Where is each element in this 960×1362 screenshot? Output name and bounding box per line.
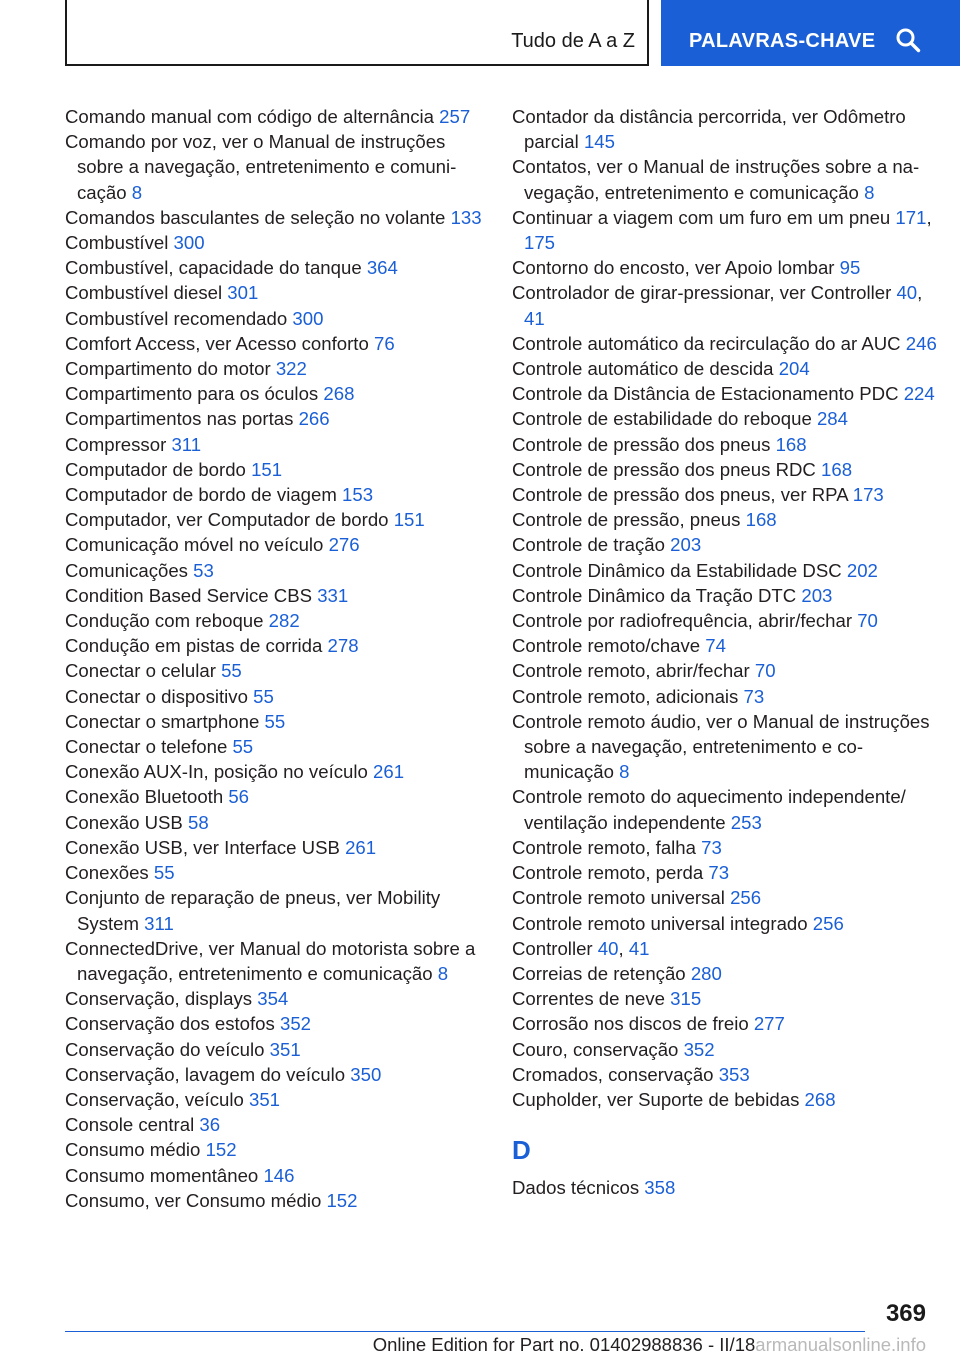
index-term: Conectar o celular <box>65 660 216 682</box>
page-link[interactable]: 95 <box>839 257 861 279</box>
footer-divider <box>65 1331 865 1332</box>
index-term: Controle automático de descida <box>512 358 774 380</box>
page-link[interactable]: 8 <box>619 761 630 783</box>
index-term: Conectar o dispositivo <box>65 685 248 707</box>
page-link[interactable]: 70 <box>754 660 776 682</box>
page-link[interactable]: 350 <box>350 1063 382 1085</box>
page-link[interactable]: 203 <box>801 584 833 606</box>
index-entry <box>65 608 485 633</box>
section-label: Tudo de A a Z <box>511 30 635 52</box>
page-link[interactable]: 246 <box>905 332 937 354</box>
index-entry <box>65 104 485 129</box>
footer-edition <box>373 1334 926 1356</box>
index-entry <box>512 684 942 709</box>
page-link[interactable]: 55 <box>253 685 274 707</box>
page-link[interactable]: 278 <box>327 635 359 657</box>
index-term: Consumo momentâneo <box>65 1164 259 1186</box>
index-term: Conservação, lavagem do veículo <box>65 1063 346 1085</box>
index-term: Controle Dinâmico da Tração DTC <box>512 584 797 606</box>
page-link[interactable]: 168 <box>775 433 807 455</box>
index-entry <box>65 583 485 608</box>
page-link[interactable]: 224 <box>903 383 935 405</box>
index-term: Controle de pressão dos pneus <box>512 433 771 455</box>
index-term: Comandos basculantes de seleção no volante <box>65 206 446 228</box>
index-entry <box>65 432 485 457</box>
page-link[interactable]: 268 <box>323 383 355 405</box>
index-entry: Continuar a viagem com um furo em um pneu 171, 175 <box>512 206 932 254</box>
index-entry <box>65 558 485 583</box>
index-entry <box>512 709 942 785</box>
page-link[interactable]: 282 <box>268 610 300 632</box>
index-entry <box>65 658 485 683</box>
index-entry <box>65 1087 485 1112</box>
index-entry <box>512 658 942 683</box>
index-term: Correntes de neve <box>512 988 665 1010</box>
index-term: Contador da distância percorrida, ver Odômetro parcial <box>512 106 906 153</box>
index-entry <box>65 280 485 305</box>
index-term: Controle automático da recirculação do ar AUC <box>512 332 901 354</box>
index-term: Conexão USB, ver Interface USB <box>65 836 340 858</box>
index-term: Couro, conservação <box>512 1038 679 1060</box>
index-entry <box>65 1137 485 1162</box>
index-entry <box>65 306 485 331</box>
page-link[interactable]: 151 <box>251 458 283 480</box>
index-term: Dados técnicos <box>512 1177 640 1199</box>
index-entry <box>65 986 485 1011</box>
page-link[interactable]: 364 <box>366 257 398 279</box>
index-entry <box>65 810 485 835</box>
page-link[interactable]: 56 <box>228 786 250 808</box>
index-term: Controle remoto áudio, ver o Manual de instruções sobre a navegação, entretenimento e comunicação <box>512 710 930 783</box>
page-link[interactable]: 8 <box>437 962 449 984</box>
page-link[interactable]: 152 <box>205 1139 237 1161</box>
index-entry <box>65 1188 485 1213</box>
index-entry <box>512 432 942 457</box>
index-term: Conectar o telefone <box>65 736 228 758</box>
index-term: Controle de pressão dos pneus, ver RPA <box>512 484 848 506</box>
page-link[interactable]: 175 <box>524 232 556 254</box>
index-entry <box>65 230 485 255</box>
index-term: Computador de bordo de viagem <box>65 484 337 506</box>
index-entry <box>512 381 942 406</box>
index-entry <box>65 835 485 860</box>
page-link[interactable]: 354 <box>257 988 289 1010</box>
page-link[interactable]: 73 <box>701 836 722 858</box>
page-link[interactable]: 8 <box>131 181 143 203</box>
page-link[interactable]: 311 <box>144 912 174 934</box>
index-entry <box>512 457 942 482</box>
index-entry <box>65 633 485 658</box>
index-term: Compartimento do motor <box>65 358 271 380</box>
index-entry <box>65 507 485 532</box>
index-entry <box>512 507 942 532</box>
index-entries-c <box>512 104 942 1112</box>
section-tab[interactable] <box>65 0 649 66</box>
page-link[interactable]: 133 <box>450 206 482 228</box>
index-term: Condução em pistas de corrida <box>65 635 323 657</box>
index-entry <box>65 734 485 759</box>
index-term: Controle remoto, falha <box>512 836 696 858</box>
page-number: 369 <box>885 1300 926 1327</box>
page-link[interactable]: 261 <box>345 836 377 858</box>
index-term: Conjunto de reparação de pneus, ver Mobility System <box>65 887 441 934</box>
index-entry <box>65 1011 485 1036</box>
index-entry <box>512 1062 942 1087</box>
index-term: Contatos, ver o Manual de instruções sobre a navegação, entretenimento e comunicação <box>512 156 920 203</box>
index-entry <box>512 885 942 910</box>
page-link[interactable]: 352 <box>683 1038 715 1060</box>
page-link[interactable]: 73 <box>708 862 730 884</box>
page-link[interactable]: 58 <box>188 811 209 833</box>
index-entry <box>65 482 485 507</box>
index-term: Controle remoto/chave <box>512 635 701 657</box>
index-entry <box>512 583 942 608</box>
index-entry <box>512 482 942 507</box>
page-link[interactable]: 276 <box>328 534 360 556</box>
index-term: Controle da Distância de Estacionamento PDC <box>512 383 899 405</box>
index-term: Controle remoto, adicionais <box>512 685 739 707</box>
page-link[interactable]: 8 <box>864 181 875 203</box>
index-entry <box>512 911 942 936</box>
index-entry <box>65 684 485 709</box>
index-term: Console central <box>65 1114 195 1136</box>
index-entry <box>512 255 942 280</box>
page-link[interactable]: 253 <box>730 811 762 833</box>
index-term: Contorno do encosto, ver Apoio lombar <box>512 257 835 279</box>
index-entry <box>512 784 942 834</box>
index-term: Conexão USB <box>65 811 183 833</box>
letter-heading-d: D <box>512 1135 531 1166</box>
index-term: Cupholder, ver Suporte de bebidas <box>512 1088 800 1110</box>
page-link[interactable]: 284 <box>816 408 848 430</box>
index-entry <box>65 759 485 784</box>
page-link[interactable]: 41 <box>628 937 650 959</box>
index-term: Computador de bordo <box>65 458 246 480</box>
index-term: Correias de retenção <box>512 962 686 984</box>
page-link[interactable]: 202 <box>846 559 878 581</box>
edition-text: Online Edition for Part no. 01402988836 - II/18 <box>372 1334 756 1355</box>
page-link[interactable]: 70 <box>857 610 878 632</box>
page-link[interactable]: 256 <box>730 887 762 909</box>
index-entry <box>512 860 942 885</box>
index-column-left <box>65 104 485 1213</box>
index-term: Controle remoto, abrir/fechar <box>512 660 750 682</box>
index-column-right <box>512 104 942 1200</box>
index-entry <box>512 608 942 633</box>
page-link[interactable]: 280 <box>690 962 722 984</box>
index-term: Condução com reboque <box>65 610 264 632</box>
page-link[interactable]: 203 <box>670 534 702 556</box>
index-entry <box>512 835 942 860</box>
index-entry <box>65 1062 485 1087</box>
index-term: Compartimento para os óculos <box>65 383 319 405</box>
index-entry <box>65 331 485 356</box>
index-entry <box>65 457 485 482</box>
page-link[interactable]: 352 <box>280 1013 312 1035</box>
index-term: Controle remoto do aquecimento independente/ ventilação independente <box>512 786 906 833</box>
page-link[interactable]: 351 <box>248 1088 281 1110</box>
index-term: Controle por radiofrequência, abrir/fechar <box>512 610 853 632</box>
index-entry <box>65 1163 485 1188</box>
index-term: Conexão AUX-In, posição no veículo <box>65 761 368 783</box>
page-link[interactable]: 41 <box>524 307 545 329</box>
index-term: Compressor <box>65 433 167 455</box>
index-entry <box>512 1011 942 1036</box>
page-link[interactable]: 73 <box>743 685 765 707</box>
index-entry <box>512 986 942 1011</box>
page-link[interactable]: 322 <box>275 358 307 380</box>
index-term: Controle remoto universal <box>512 887 725 909</box>
index-term: Consumo, ver Consumo médio <box>65 1189 322 1211</box>
index-term: Comunicação móvel no veículo <box>65 534 324 556</box>
index-term: Conexões <box>65 862 149 884</box>
index-term: Controle de tração <box>512 534 665 556</box>
page-link[interactable]: 168 <box>821 458 853 480</box>
page-link[interactable]: 331 <box>317 584 349 606</box>
page-link[interactable]: 53 <box>193 559 214 581</box>
page-link[interactable]: 151 <box>393 509 425 531</box>
page-link[interactable]: 40 <box>896 282 918 304</box>
index-entry <box>512 633 942 658</box>
index-term: Controller <box>512 937 593 959</box>
page-link[interactable]: 301 <box>227 282 259 304</box>
page-link[interactable]: 311 <box>171 433 202 455</box>
index-term: Combustível <box>65 232 169 254</box>
page-link[interactable]: 55 <box>232 736 254 758</box>
index-entry <box>512 1175 942 1200</box>
index-entry: Controlador de girar-pressionar, ver Controller 40, 41 <box>512 282 923 329</box>
page-link[interactable]: 55 <box>264 710 286 732</box>
index-term: Combustível recomendado <box>65 307 288 329</box>
index-entry <box>65 1037 485 1062</box>
index-entry <box>65 532 485 557</box>
page-link[interactable]: 55 <box>221 660 242 682</box>
index-term: Consumo médio <box>65 1139 201 1161</box>
index-term: Conservação do veículo <box>65 1038 265 1060</box>
page-link[interactable]: 55 <box>153 862 175 884</box>
index-entry <box>65 129 485 205</box>
index-term: Comunicações <box>65 559 188 581</box>
watermark: armanualsonline.info <box>755 1334 926 1355</box>
page-link[interactable]: 146 <box>263 1164 295 1186</box>
index-entry <box>65 784 485 809</box>
index-term: Conservação, displays <box>65 988 253 1010</box>
page-link[interactable]: 171 <box>895 206 927 228</box>
index-term: Compartimentos nas portas <box>65 408 294 430</box>
page-link[interactable]: 268 <box>804 1088 836 1110</box>
index-term: Controle remoto, perda <box>512 862 704 884</box>
index-entry <box>512 961 942 986</box>
index-term: Computador, ver Computador de bordo <box>65 509 389 531</box>
index-term: Conservação dos estofos <box>65 1013 275 1035</box>
index-term: Condition Based Service CBS <box>65 584 313 606</box>
index-entry <box>512 1037 942 1062</box>
index-term: Controle de estabilidade do reboque <box>512 408 812 430</box>
index-entry: Controller 40, 41 <box>512 937 650 959</box>
index-term: Controle Dinâmico da Estabilidade DSC <box>512 559 842 581</box>
index-term: Comando por voz, ver o Manual de instruções sobre a navegação, entretenimento e comunicação <box>65 131 457 203</box>
index-entry <box>65 356 485 381</box>
keyword-label: PALAVRAS-CHAVE <box>689 30 876 52</box>
index-entry <box>65 381 485 406</box>
index-entry <box>65 205 485 230</box>
page-link[interactable]: 300 <box>292 307 324 329</box>
page-link[interactable]: 277 <box>753 1013 785 1035</box>
index-term: Conexão Bluetooth <box>65 786 224 808</box>
index-term: Comando manual com código de alternância <box>65 106 434 127</box>
index-term: Continuar a viagem com um furo em um pneu <box>512 206 891 228</box>
index-entry <box>512 532 942 557</box>
page-link[interactable]: 266 <box>298 408 330 430</box>
page-link[interactable]: 76 <box>374 332 395 354</box>
page-link[interactable]: 351 <box>269 1038 301 1060</box>
page-link[interactable]: 168 <box>745 509 777 531</box>
index-entry <box>65 936 485 986</box>
index-term: ConnectedDrive, ver Manual do motorista sobre a navegação, entretenimento e comunicação <box>65 937 476 984</box>
index-term: Comfort Access, ver Acesso conforto <box>65 332 369 354</box>
page-link[interactable]: 153 <box>342 484 374 506</box>
page-link[interactable]: 40 <box>597 937 619 959</box>
index-term: Controle de pressão dos pneus RDC <box>512 458 816 480</box>
index-entry <box>65 709 485 734</box>
index-term: Conectar o smartphone <box>65 710 260 732</box>
index-term: Controle remoto universal integrado <box>512 912 808 934</box>
index-entry <box>65 255 485 280</box>
index-entry <box>512 1087 942 1112</box>
index-entry <box>65 406 485 431</box>
page-link[interactable]: 173 <box>852 484 884 506</box>
index-entry <box>512 356 942 381</box>
page-link[interactable]: 145 <box>583 131 615 153</box>
index-entry <box>512 331 942 356</box>
index-term: Conservação, veículo <box>65 1088 244 1110</box>
page-link[interactable]: 204 <box>778 358 810 380</box>
index-entries-d <box>512 1175 942 1200</box>
index-entry <box>512 154 942 204</box>
index-entry <box>512 406 942 431</box>
index-term: Controlador de girar-pressionar, ver Controller <box>512 282 892 304</box>
index-term: Combustível, capacidade do tanque <box>65 257 362 279</box>
page-link[interactable]: 300 <box>173 232 205 254</box>
index-entry <box>512 104 942 154</box>
page-link[interactable]: 256 <box>812 912 844 934</box>
search-icon[interactable] <box>895 27 921 53</box>
index-entry <box>65 860 485 885</box>
page-link[interactable]: 358 <box>644 1177 676 1199</box>
keyword-tab[interactable] <box>661 0 960 66</box>
index-entry <box>65 1112 485 1137</box>
page-link[interactable]: 74 <box>705 635 726 657</box>
index-term: Controle de pressão, pneus <box>512 509 741 531</box>
index-term: Corrosão nos discos de freio <box>512 1013 749 1035</box>
page-link[interactable]: 315 <box>670 988 702 1010</box>
page-link[interactable]: 353 <box>718 1063 750 1085</box>
page-link[interactable]: 36 <box>199 1114 221 1136</box>
page-link[interactable]: 261 <box>373 761 405 783</box>
index-term: Combustível diesel <box>65 282 223 304</box>
index-entry <box>512 558 942 583</box>
index-entry <box>65 885 485 935</box>
index-term: Cromados, conservação <box>512 1063 714 1085</box>
page-link[interactable]: 257 <box>439 106 471 127</box>
page-link[interactable]: 152 <box>326 1189 358 1211</box>
